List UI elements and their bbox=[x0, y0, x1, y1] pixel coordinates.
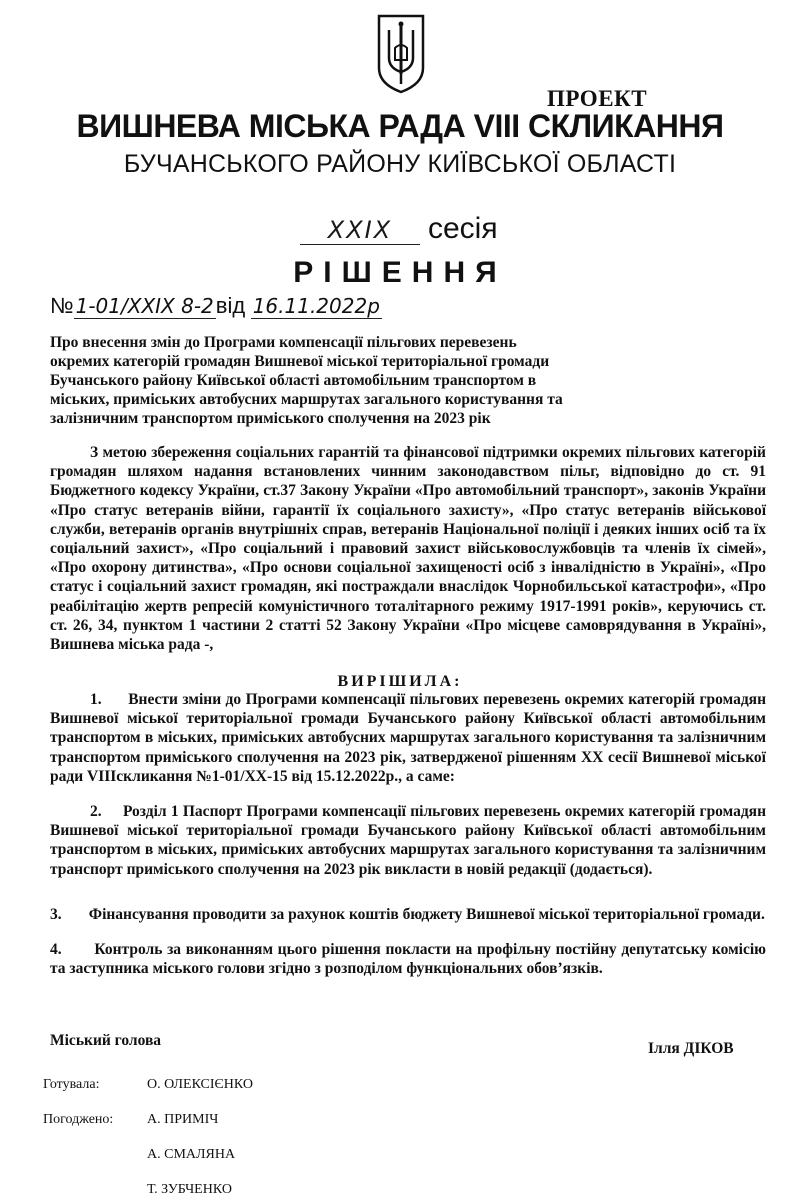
item-number: 3. bbox=[50, 906, 62, 923]
signature-title: Міський голова bbox=[50, 1032, 162, 1049]
prepared-label: Готувала: bbox=[43, 1077, 100, 1092]
agreed-by: Т. ЗУБЧЕНКО bbox=[147, 1182, 232, 1197]
list-item bbox=[50, 905, 766, 924]
council-name: ВИШНЕВА МІСЬКА РАДА VIII СКЛИКАННЯ bbox=[76, 108, 724, 144]
decision-date: 16.11.2022р bbox=[252, 294, 380, 318]
session-label: сесія bbox=[428, 212, 498, 245]
decision-number-line bbox=[50, 293, 382, 319]
item-number: 4. bbox=[50, 941, 62, 958]
resolved-heading: ВИРІШИЛА: bbox=[337, 673, 463, 690]
list-item bbox=[50, 940, 766, 978]
district-name: БУЧАНСЬКОГО РАЙОНУ КИЇВСЬКОЇ ОБЛАСТІ bbox=[123, 150, 677, 178]
item-text: Розділ 1 Паспорт Програми компенсації пільгових перевезень окремих категорій громадян Вишневої міської територіальної громади Бучанського району Київської області автомобільним транспортом в міських, приміських автобусних маршрутах загального користування та залізничним транспорт приміського сполучення на 2023 рік викласти в новій редакції (додається). bbox=[50, 803, 767, 878]
trident-emblem-icon bbox=[371, 12, 431, 96]
item-text: Контроль за виконанням цього рішення покласти на профільну постійну депутатську комісію та заступника міського голови згідно з розподілом функціональних обов’язків. bbox=[50, 941, 766, 978]
item-text: Внести зміни до Програми компенсації пільгових перевезень окремих категорій громадян Вишневої міської територіальної громади Бучанського району Київської області автомобільним транспортом в міських, приміських автобусних маршрутах загального користування та залізничним транспортом приміського сполучення на 2023 рік, затвердженої рішенням XX сесії Вишневої міської ради VIIIскликання №1-01/XX-15 від 15.12.2022р., а саме: bbox=[50, 691, 766, 785]
item-number: 2. bbox=[90, 803, 102, 820]
decision-subject: Про внесення змін до Програми компенсації пільгових перевезень окремих категорій громадян Вишневої міської територіальної громади Бучанського району Київської області автомобільним транспортом в міських, приміських автобусних маршрутах загального користування та залізничним транспортом приміського сполучення на 2023 рік bbox=[50, 334, 563, 427]
agreed-label: Погоджено: bbox=[43, 1112, 114, 1127]
preamble-paragraph: З метою збереження соціальних гарантій та фінансової підтримки окремих пільгових категорій громадян шляхом надання встановлених чинним законодавством пільг, відповідно до ст. 91 Бюджетного кодексу України, ст.37 Закону України «Про автомобільний транспорт», законів України «Про статус ветеранів війни, гарантії їх соціального захисту», «Про статус ветеранів військової служби, ветеранів органів внутрішніх справ, ветеранів Національної поліції і деяких інших осіб та їх соціальний захист», «Про соціальний і правовий захист військовослужбовців та членів їх сімей», «Про охорону дитинства», «Про основи соціальної захищеності осіб з інвалідністю в Україні», «Про статус і соціальний захист громадян, які постраждали внаслідок Чорнобильської катастрофи», «Про реабілітацію жертв репресій комуністичного тоталітарного режиму 1917-1991 років», керуючись ст. ст. 26, 34, пунктом 1 частини 2 статті 52 Закону України «Про місцеве самоврядування в Україні», Вишнева міська рада -, bbox=[50, 444, 766, 654]
decision-title: РІШЕННЯ bbox=[293, 256, 507, 289]
draft-label: ПРОЕКТ bbox=[547, 86, 648, 111]
date-prefix: від bbox=[215, 293, 246, 318]
item-number: 1. bbox=[90, 691, 102, 708]
decision-number: 1-01/XXIX 8-2 bbox=[75, 294, 214, 318]
signature-name: Ілля ДІКОВ bbox=[648, 1040, 734, 1057]
list-item bbox=[50, 802, 766, 879]
session-number: XXIX bbox=[300, 216, 420, 245]
session-line bbox=[300, 212, 498, 246]
agreed-by: А. СМАЛЯНА bbox=[147, 1147, 236, 1162]
item-text: Фінансування проводити за рахунок коштів бюджету Вишневої міської територіальної громади. bbox=[88, 906, 765, 923]
agreed-by: А. ПРИМІЧ bbox=[147, 1112, 219, 1127]
number-prefix: № bbox=[50, 293, 74, 318]
prepared-by: О. ОЛЕКСІЄНКО bbox=[147, 1077, 254, 1092]
list-item bbox=[50, 690, 766, 786]
